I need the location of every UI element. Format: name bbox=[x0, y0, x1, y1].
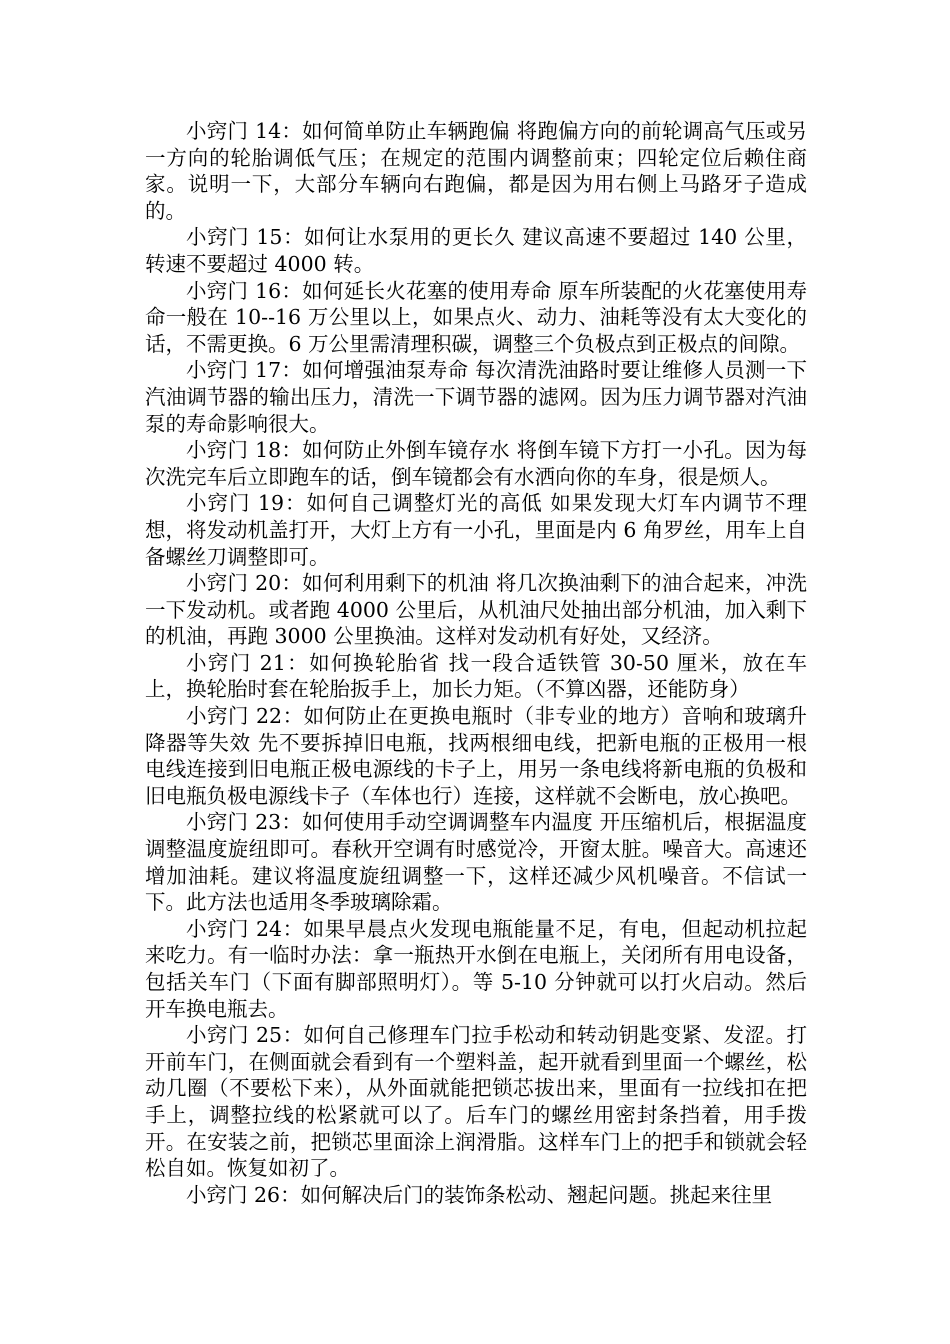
tip-17-paragraph: 小窍门 17：如何增强油泵寿命 每次清洗油路时要让维修人员测一下汽油调节器的输出压力，清洗一下调节器的滤网。因为压力调节器对汽油泵的寿命影响很大。 bbox=[145, 358, 807, 436]
tip-26-paragraph: 小窍门 26：如何解决后门的装饰条松动、翘起问题。挑起来往里 bbox=[186, 1182, 773, 1207]
tip-22-paragraph: 小窍门 22：如何防止在更换电瓶时（非专业的地方）音响和玻璃升降器等失效 先不要拆掉旧电瓶，找两根细电线，把新电瓶的正极用一根电线连接到旧电瓶正极电源线的卡子上，用另一条电线将新电瓶的负极和旧电瓶负极电源线卡子（车体也行）连接，这样就不会断电，放心换吧。 bbox=[145, 704, 807, 808]
tip-21-paragraph: 小窍门 21：如何换轮胎省 找一段合适铁管 30-50 厘米，放在车上，换轮胎时套在轮胎扳手上，加长力矩。（不算凶器，还能防身） bbox=[145, 650, 807, 702]
tip-19-paragraph: 小窍门 19：如何自己调整灯光的高低 如果发现大灯车内调节不理想，将发动机盖打开，大灯上方有一小孔，里面是内 6 角罗丝，用车上自备螺丝刀调整即可。 bbox=[145, 491, 807, 569]
document-page bbox=[145, 118, 807, 1208]
tip-15-paragraph: 小窍门 15：如何让水泵用的更长久 建议高速不要超过 140 公里，转速不要超过 4000 转。 bbox=[145, 225, 807, 276]
tip-14-paragraph: 小窍门 14：如何简单防止车辆跑偏 将跑偏方向的前轮调高气压或另一方向的轮胎调低气压；在规定的范围内调整前束；四轮定位后赖住商家。说明一下，大部分车辆向右跑偏，都是因为用右侧上马路牙子造成的。 bbox=[145, 119, 807, 223]
tip-23-paragraph: 小窍门 23：如何使用手动空调调整车内温度 开压缩机后，根据温度调整温度旋纽即可。春秋开空调有时感觉冷，开窗太脏。噪音大。高速还增加油耗。建议将温度旋纽调整一下，这样还减少风机噪音。不信试一下。此方法也适用冬季玻璃除霜。 bbox=[145, 810, 807, 915]
tip-25-paragraph: 小窍门 25：如何自己修理车门拉手松动和转动钥匙变紧、发涩。打开前车门，在侧面就会看到有一个塑料盖，起开就看到里面一个螺丝，松动几圈（不要松下来），从外面就能把锁芯拔出来，里面有一拉线扣在把手上，调整拉线的松紧就可以了。后车门的螺丝用密封条挡着，用手拨开。在安装之前，把锁芯里面涂上润滑脂。这样车门上的把手和锁就会轻松自如。恢复如初了。 bbox=[145, 1023, 807, 1181]
tip-20-paragraph: 小窍门 20：如何利用剩下的机油 将几次换油剩下的油合起来，冲洗一下发动机。或者跑 4000 公里后，从机油尺处抽出部分机油，加入剩下的机油，再跑 3000 公里换油。这样对发动机有好处，又经济。 bbox=[145, 571, 807, 649]
tip-16-paragraph: 小窍门 16：如何延长火花塞的使用寿命 原车所装配的火花塞使用寿命一般在 10--16 万公里以上，如果点火、动力、油耗等没有太大变化的话，不需更换。6 万公里需清理积碳，调整三个负极点到正极点的间隙。 bbox=[145, 278, 807, 356]
tip-18-paragraph: 小窍门 18：如何防止外倒车镜存水 将倒车镜下方打一小孔。因为每次洗完车后立即跑车的话，倒车镜都会有水洒向你的车身，很是烦人。 bbox=[145, 438, 807, 489]
tip-24-paragraph: 小窍门 24：如果早晨点火发现电瓶能量不足，有电，但起动机拉起来吃力。有一临时办法：拿一瓶热开水倒在电瓶上，关闭所有用电设备，包括关车门（下面有脚部照明灯）。等 5-10 分钟就可以打火启动。然后开车换电瓶去。 bbox=[145, 916, 807, 1021]
